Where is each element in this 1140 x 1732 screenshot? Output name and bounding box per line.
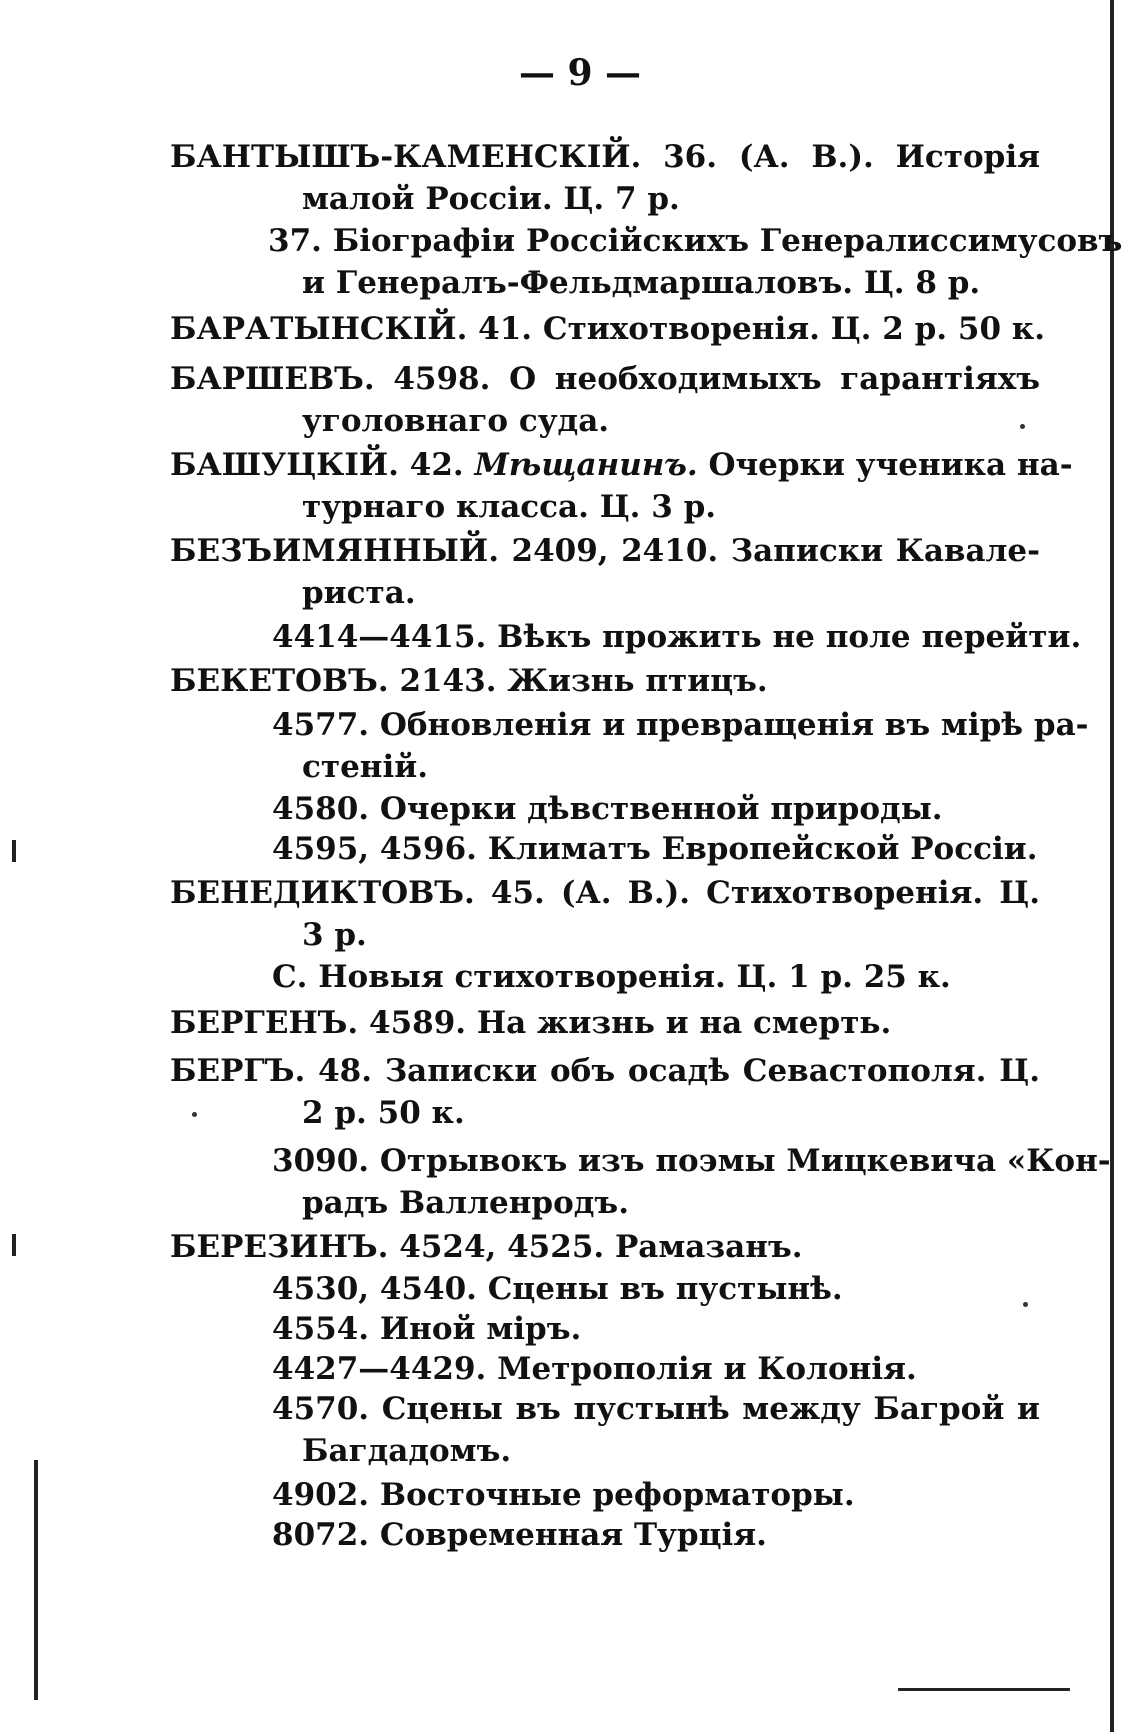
entry-continuation: радъ Валленродъ. xyxy=(302,1185,629,1221)
entry-title: Сцены въ пустынѣ. xyxy=(487,1271,843,1307)
entry-number: С. xyxy=(272,959,308,995)
entry-number: 2143. xyxy=(399,663,497,699)
entry-number: 42. xyxy=(409,447,464,483)
entry-line xyxy=(170,445,1073,485)
entry-number: 3090. xyxy=(272,1143,370,1179)
author-name: БЕКЕТОВЪ. xyxy=(170,663,389,699)
entry-number: 4577. xyxy=(272,707,370,743)
entry-title: Обновленія и превращенія въ мірѣ ра- xyxy=(379,707,1089,743)
entry-line xyxy=(268,221,1123,261)
author-name: БЕРГЪ. xyxy=(170,1053,306,1089)
entry-line xyxy=(272,829,1038,869)
entry-title: Вѣкъ прожить не поле перейти. xyxy=(497,619,1082,655)
entry-line xyxy=(272,1475,855,1515)
entry-title: Отрывокъ изъ поэмы Мицкевича «Кон- xyxy=(379,1143,1111,1179)
entry-line xyxy=(170,137,1040,177)
entry-number: 4902. xyxy=(272,1477,370,1513)
page-number: — 9 — xyxy=(518,52,642,94)
entry-number: 45. xyxy=(490,875,545,911)
speck xyxy=(1023,1302,1028,1307)
entry-number: 4589. xyxy=(369,1005,467,1041)
entry-title: Жизнь птицъ. xyxy=(507,663,768,699)
entry-continuation: турнаго класса. Ц. 3 р. xyxy=(302,489,717,525)
entry-number: 4530, 4540. xyxy=(272,1271,477,1307)
entry-title: О необходимыхъ гарантіяхъ xyxy=(509,361,1040,397)
margin-mark xyxy=(12,840,16,862)
entry-line xyxy=(170,359,1040,399)
author-name: БАРШЕВЪ. xyxy=(170,361,375,397)
entry-line xyxy=(272,1309,581,1349)
entry-number: 4554. xyxy=(272,1311,370,1347)
author-name: БЕНЕДИКТОВЪ. xyxy=(170,875,475,911)
entry-title: Очерки ученика на- xyxy=(708,447,1073,483)
author-name: БЕЗЪИМЯННЫЙ. xyxy=(170,533,499,569)
entry-continuation: 2 р. 50 к. xyxy=(302,1095,465,1131)
entry-number: 4414—4415. xyxy=(272,619,487,655)
entry-title: Восточные реформаторы. xyxy=(379,1477,855,1513)
entry-line xyxy=(272,617,1082,657)
entry-continuation: Багдадомъ. xyxy=(302,1433,512,1469)
author-name: БАШУЦКІЙ. xyxy=(170,447,399,483)
entry-number: 41. xyxy=(478,311,533,347)
entry-title: Современная Турція. xyxy=(379,1517,767,1553)
entry-title-italic: Мѣщанинъ. xyxy=(474,447,698,483)
entry-number: 4524, 4525. xyxy=(399,1229,605,1265)
entry-line xyxy=(272,1269,843,1309)
entry-line xyxy=(170,531,1040,571)
entry-number: 37. xyxy=(268,223,322,259)
entry-line xyxy=(272,1515,767,1555)
entry-line xyxy=(170,873,1040,913)
entry-title: На жизнь и на смерть. xyxy=(476,1005,892,1041)
entry-line xyxy=(170,1227,803,1267)
entry-continuation: риста. xyxy=(302,575,416,611)
entry-title: Біографіи Россійскихъ Генералиссимусовъ xyxy=(332,223,1123,259)
entry-title: (А. В.). Стихотворенія. Ц. xyxy=(560,875,1040,911)
entry-title: (А. В.). Исторія xyxy=(738,139,1040,175)
entry-number: 4598. xyxy=(393,361,491,397)
entry-line xyxy=(272,1349,917,1389)
author-name: БАРАТЫНСКІЙ. xyxy=(170,311,468,347)
entry-continuation: уголовнаго суда. xyxy=(302,403,610,439)
entry-line xyxy=(272,789,943,829)
entry-line xyxy=(272,705,1089,745)
entry-title: Новыя стихотворенія. Ц. 1 р. 25 к. xyxy=(318,959,951,995)
author-name: БЕРЕЗИНЪ. xyxy=(170,1229,389,1265)
entry-number: 8072. xyxy=(272,1517,370,1553)
entry-title: Иной міръ. xyxy=(379,1311,582,1347)
speck xyxy=(192,1112,197,1117)
entry-line xyxy=(170,309,1045,349)
entry-number: 48. xyxy=(318,1053,373,1089)
entry-number: 4595, 4596. xyxy=(272,831,477,867)
entry-line xyxy=(170,661,768,701)
margin-mark xyxy=(12,1234,16,1256)
entry-continuation: стеній. xyxy=(302,749,429,785)
entry-title: Климатъ Европейской Россіи. xyxy=(487,831,1038,867)
entry-continuation: малой Россіи. Ц. 7 р. xyxy=(302,181,680,217)
bottom-rule xyxy=(898,1688,1070,1691)
entry-title: Рамазанъ. xyxy=(614,1229,803,1265)
entry-title: Записки Кавале- xyxy=(730,533,1040,569)
entry-number: 4570. xyxy=(272,1391,370,1427)
entry-number: 4427—4429. xyxy=(272,1351,487,1387)
author-name: БАНТЫШЪ-КАМЕНСКІЙ. xyxy=(170,139,642,175)
entry-line xyxy=(272,1141,1111,1181)
entry-number: 4580. xyxy=(272,791,370,827)
page-edge-right xyxy=(1110,0,1114,1732)
page-edge-left xyxy=(34,1460,38,1700)
entry-line xyxy=(272,957,951,997)
entry-line xyxy=(170,1003,891,1043)
speck xyxy=(1020,424,1025,429)
entry-title: Записки объ осадѣ Севастополя. Ц. xyxy=(384,1053,1041,1089)
entry-number: 2409, 2410. xyxy=(511,533,719,569)
entry-continuation: 3 р. xyxy=(302,917,367,953)
entry-title: Очерки дѣвственной природы. xyxy=(379,791,943,827)
entry-title: Сцены въ пустынѣ между Багрой и xyxy=(381,1391,1040,1427)
entry-continuation: и Генералъ-Фельдмаршаловъ. Ц. 8 р. xyxy=(302,265,981,301)
entry-line xyxy=(170,1051,1040,1091)
entry-title: Метрополія и Колонія. xyxy=(497,1351,917,1387)
author-name: БЕРГЕНЪ. xyxy=(170,1005,359,1041)
entry-title: Стихотворенія. Ц. 2 р. 50 к. xyxy=(542,311,1045,347)
entry-number: 36. xyxy=(663,139,718,175)
entry-line xyxy=(272,1389,1040,1429)
